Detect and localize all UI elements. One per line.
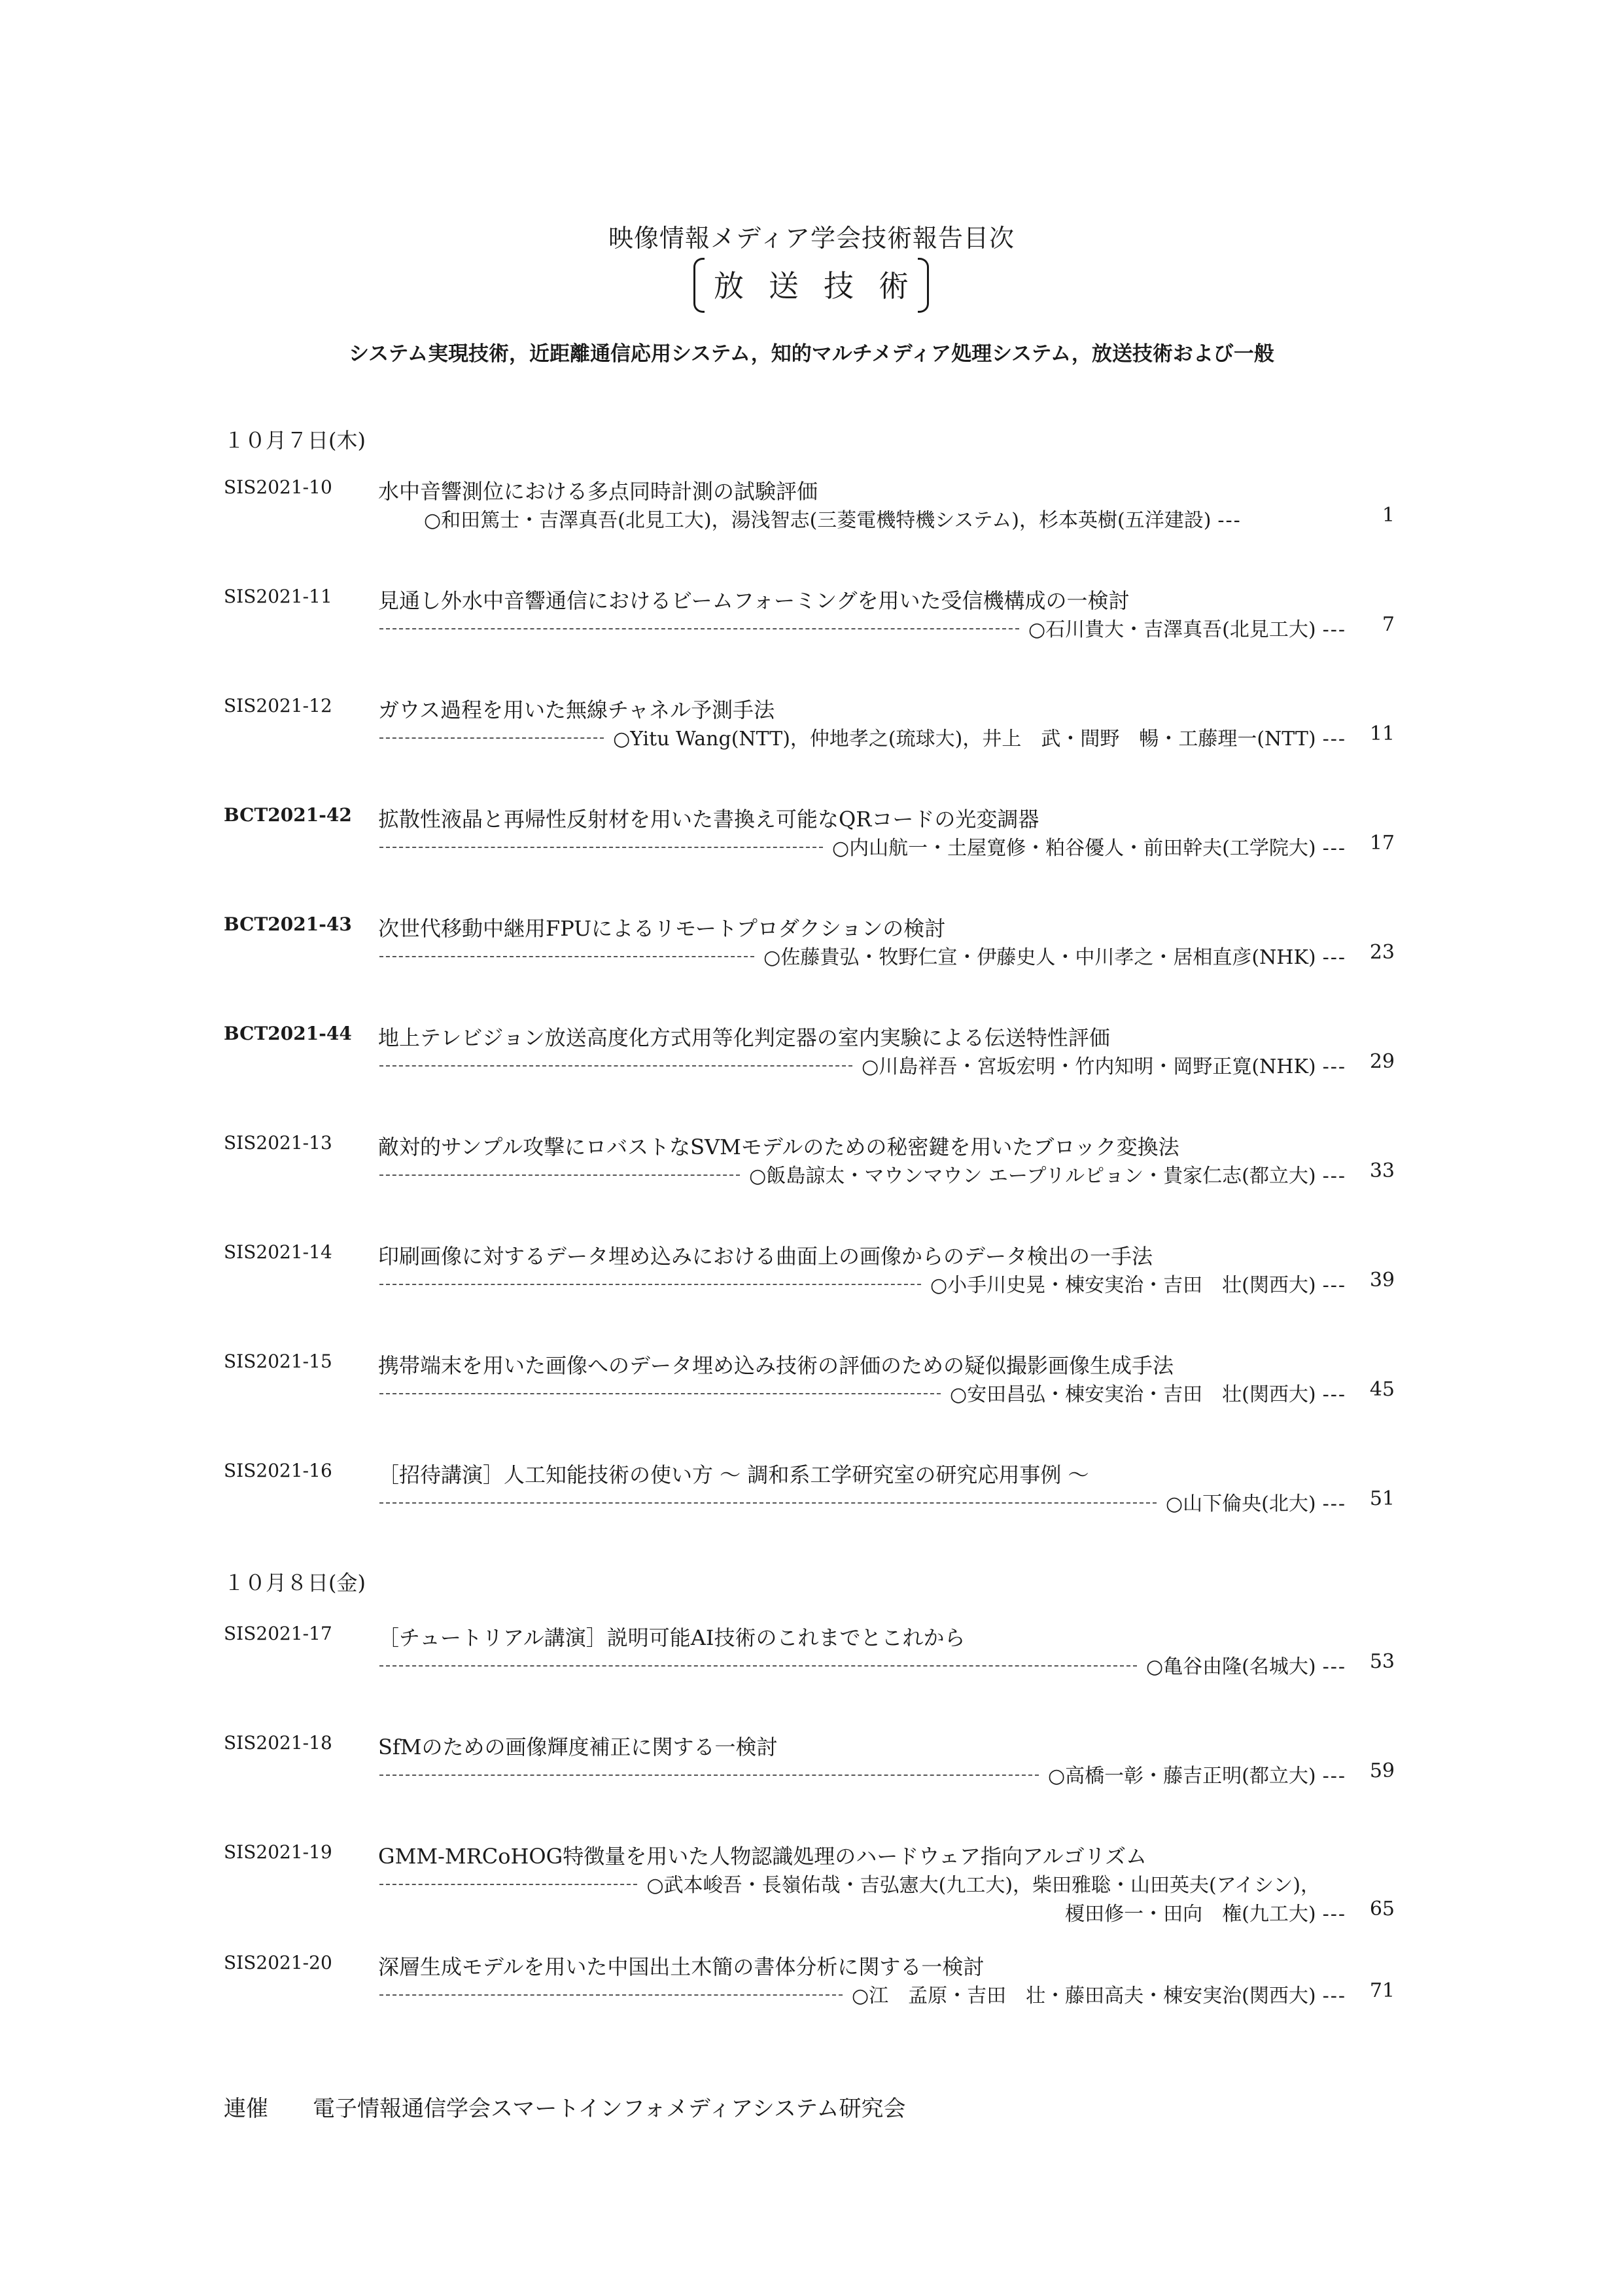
page-number: 71 (1369, 1979, 1395, 2002)
entry-code: SIS2021-20 (224, 1952, 332, 1973)
author-line (378, 1050, 1346, 1076)
entry-code: SIS2021-18 (224, 1732, 332, 1754)
entry-authors: ○石川貴大・吉澤真吾(北見工大) (1028, 618, 1316, 641)
leader-dashes (379, 956, 754, 957)
entry-authors: ○武本峻吾・長嶺佑哉・吉弘憲大(九工大)，柴田雅聡・山田英夫(アイシン)， (646, 1874, 1320, 1897)
leader-dashes (379, 1393, 941, 1394)
page-number: 59 (1369, 1759, 1395, 1782)
trail-dash: --- (1322, 728, 1346, 751)
page-number: 1 (1382, 504, 1395, 527)
author-line (378, 1269, 1346, 1295)
entry-title: ［招待講演］人工知能技術の使い方 ～ 調和系工学研究室の研究応用事例 ～ (378, 1462, 1089, 1487)
entry-code: SIS2021-13 (224, 1132, 332, 1154)
entry-title: 次世代移動中継用FPUによるリモートプロダクションの検討 (378, 916, 946, 941)
entry-code: SIS2021-11 (224, 586, 332, 607)
entry-title: SfMのための画像輝度補正に関する一検討 (378, 1735, 778, 1759)
page-number: 39 (1369, 1269, 1395, 1292)
entry-code: BCT2021-42 (224, 804, 352, 826)
author-line (378, 722, 1346, 749)
entry-authors: ○和田篤士・吉澤真吾(北見工大)，湯浅智志(三菱電機特機システム)，杉本英樹(五洋建設) (424, 509, 1212, 532)
entry-title: 印刷画像に対するデータ埋め込みにおける曲面上の画像からのデータ検出の一手法 (378, 1244, 1153, 1269)
page-heading: 映像情報メディア学会技術報告目次 (608, 224, 1015, 253)
leader-dashes (379, 1665, 1137, 1667)
entry-code: SIS2021-14 (224, 1241, 332, 1263)
page-number: 33 (1369, 1159, 1395, 1182)
trail-dash: --- (1322, 1903, 1346, 1926)
trail-dash: --- (1322, 946, 1346, 969)
page-number: 65 (1369, 1898, 1395, 1920)
date-heading: １０月７日(木) (224, 428, 366, 453)
category-title: 放送技術 (714, 268, 934, 304)
entry-code: SIS2021-17 (224, 1623, 332, 1644)
entry-title: 拡散性液晶と再帰性反射材を用いた書換え可能なQRコードの光変調器 (378, 807, 1039, 832)
entry-title: GMM-MRCoHOG特徴量を用いた人物認識処理のハードウェア指向アルゴリズム (378, 1844, 1147, 1869)
entry-authors: ○川島祥吾・宮坂宏明・竹内知明・岡野正寛(NHK) (862, 1055, 1316, 1078)
entry-title: 地上テレビジョン放送高度化方式用等化判定器の室内実験による伝送特性評価 (378, 1025, 1110, 1050)
author-line (378, 1759, 1346, 1786)
page-number: 29 (1369, 1050, 1395, 1073)
trail-dash: --- (1322, 1985, 1346, 2007)
trail-dash: --- (1322, 1165, 1346, 1188)
author-line (378, 832, 1346, 858)
author-line (378, 941, 1346, 967)
trail-dash: --- (1322, 1274, 1346, 1297)
trail-dash: --- (1322, 618, 1346, 641)
author-line (378, 1650, 1346, 1676)
entry-title: 見通し外水中音響通信におけるビームフォーミングを用いた受信機構成の一検討 (378, 588, 1130, 613)
leader-dashes (379, 1174, 740, 1176)
category-box (693, 256, 934, 311)
entry-authors-2: 榎田修一・田向 権(九工大) (1065, 1903, 1316, 1926)
entry-code: SIS2021-16 (224, 1460, 332, 1481)
right-bracket (918, 258, 929, 313)
entry-authors: ○亀谷由隆(名城大) (1145, 1655, 1316, 1678)
leader-dashes (379, 737, 604, 739)
entry-code: SIS2021-10 (224, 476, 332, 498)
trail-dash: --- (1322, 1055, 1346, 1078)
trail-dash: --- (1322, 837, 1346, 860)
page-number: 51 (1369, 1487, 1395, 1510)
entry-code: SIS2021-12 (224, 695, 332, 716)
page-number: 45 (1369, 1378, 1395, 1401)
footer-label: 連催 (224, 2096, 268, 2122)
entry-title: 携帯端末を用いた画像へのデータ埋め込み技術の評価のための疑似撮影画像生成手法 (378, 1353, 1174, 1378)
leader-dashes (379, 1502, 1157, 1504)
page-number: 23 (1369, 941, 1395, 964)
author-line (378, 1869, 1320, 1895)
author-line-2 (378, 1898, 1346, 1924)
entry-code: SIS2021-15 (224, 1351, 332, 1372)
page-number: 7 (1382, 613, 1395, 636)
author-line (378, 1979, 1346, 2005)
author-line (378, 1378, 1346, 1404)
leader-dashes (379, 1884, 637, 1885)
entry-authors: ○飯島諒太・マウンマウン エープリルピョン・貴家仁志(都立大) (749, 1165, 1316, 1188)
entry-authors: ○佐藤貴弘・牧野仁宣・伊藤史人・中川孝之・居相直彦(NHK) (763, 946, 1316, 969)
entry-title: ガウス過程を用いた無線チャネル予測手法 (378, 698, 775, 722)
entry-authors: ○内山航一・土屋寛修・粕谷優人・前田幹夫(工学院大) (831, 837, 1316, 860)
trail-dash: --- (1322, 1765, 1346, 1788)
left-bracket (693, 258, 705, 313)
entry-code: SIS2021-19 (224, 1841, 332, 1863)
leader-dashes (379, 847, 823, 848)
entry-authors: ○山下倫央(北大) (1165, 1492, 1316, 1515)
entry-authors: ○江 孟原・吉田 壮・藤田高夫・棟安実治(関西大) (851, 1985, 1316, 2007)
footer-text: 電子情報通信学会スマートインフォメディアシステム研究会 (313, 2096, 906, 2122)
entry-title: 深層生成モデルを用いた中国出土木簡の書体分析に関する一検討 (378, 1954, 985, 1979)
trail-dash: --- (1322, 1655, 1346, 1678)
page-number: 11 (1369, 722, 1395, 745)
author-line (378, 613, 1346, 639)
subtitle: システム実現技術，近距離通信応用システム，知的マルチメディア処理システム，放送技術および一般 (349, 342, 1274, 366)
entry-title: ［チュートリアル講演］説明可能AI技術のこれまでとこれから (378, 1625, 966, 1650)
author-line (424, 504, 1359, 530)
trail-dash: --- (1322, 1383, 1346, 1406)
entry-code: BCT2021-43 (224, 913, 352, 935)
author-line (378, 1159, 1346, 1186)
entry-title: 敵対的サンプル攻撃にロバストなSVMモデルのための秘密鍵を用いたブロック変換法 (378, 1135, 1179, 1159)
leader-dashes (379, 1065, 852, 1067)
page-number: 53 (1369, 1650, 1395, 1673)
leader-dashes (379, 1994, 843, 1996)
entry-code: BCT2021-44 (224, 1023, 352, 1044)
leader-dashes (379, 1775, 1039, 1776)
entry-title: 水中音響測位における多点同時計測の試験評価 (378, 479, 818, 504)
date-heading: １０月８日(金) (224, 1570, 366, 1595)
entry-authors: ○安田昌弘・棟安実治・吉田 壮(関西大) (949, 1383, 1316, 1406)
entry-authors: ○Yitu Wang(NTT)，仲地孝之(琉球大)，井上 武・間野 暢・工藤理一(NTT) (613, 728, 1316, 751)
leader-dashes (379, 1284, 921, 1285)
trail-dash: --- (1322, 1492, 1346, 1515)
entry-authors: ○小手川史晃・棟安実治・吉田 壮(関西大) (930, 1274, 1316, 1297)
author-line (378, 1487, 1346, 1513)
entry-authors: ○高橋一彰・藤吉正明(都立大) (1047, 1765, 1316, 1788)
trail-dash: --- (1217, 509, 1242, 532)
leader-dashes (379, 628, 1019, 629)
page-number: 17 (1369, 832, 1395, 855)
